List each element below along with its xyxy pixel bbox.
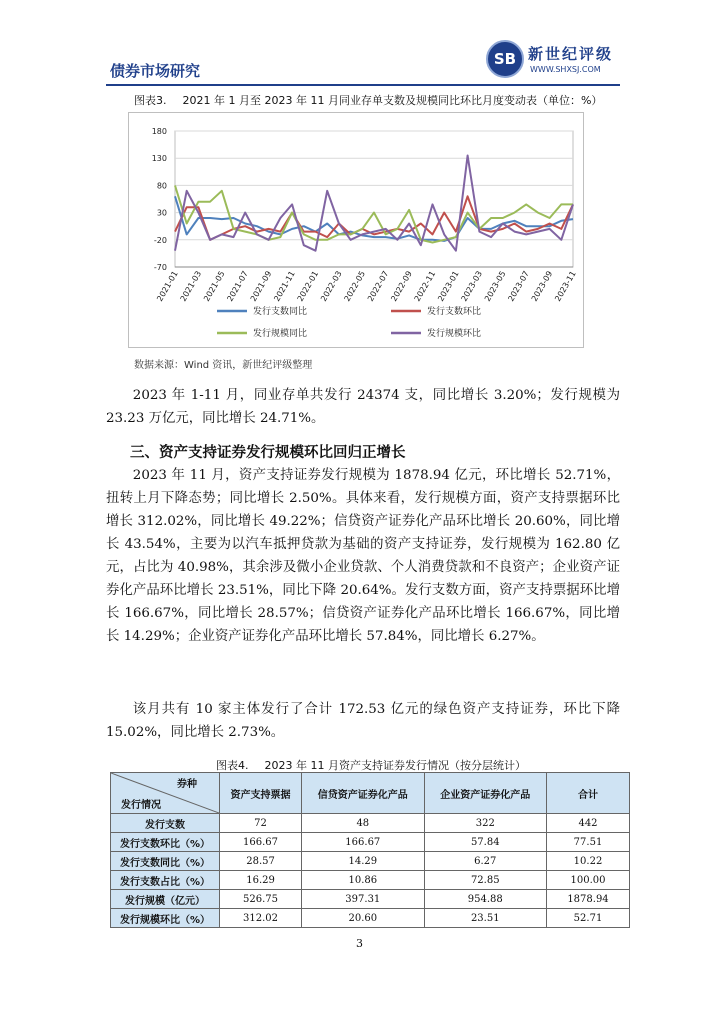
table-row	[111, 814, 630, 833]
table-cell: 166.67	[220, 833, 302, 852]
legend-label: 发行规模环比	[427, 329, 482, 339]
x-tick-label: 2021-07	[225, 269, 250, 303]
row-header: 发行支数	[111, 814, 220, 833]
row-header: 发行支数环比（%）	[111, 833, 220, 852]
table4-caption	[216, 757, 526, 773]
table4-label: 图表4.	[216, 759, 249, 772]
column-header: 合计	[547, 773, 630, 814]
table-cell: 100.00	[547, 871, 630, 890]
x-tick-label: 2021-11	[272, 269, 297, 303]
x-tick-label: 2022-05	[342, 269, 368, 303]
legend-label: 发行规模同比	[253, 329, 308, 339]
table-cell: 16.29	[220, 871, 302, 890]
column-header: 资产支持票据	[220, 773, 302, 814]
x-tick-label: 2022-11	[412, 269, 438, 303]
table-cell: 526.75	[220, 890, 302, 909]
table-row	[111, 833, 630, 852]
figure3-caption	[134, 92, 602, 108]
row-header: 发行支数同比（%）	[111, 852, 220, 871]
y-tick-label: 80	[156, 181, 167, 191]
table-cell: 14.29	[302, 852, 424, 871]
table-cell: 1878.94	[547, 890, 630, 909]
y-tick-label: -20	[153, 235, 167, 245]
table-corner-header	[111, 773, 220, 814]
table-cell: 954.88	[424, 890, 546, 909]
source-note: 数据来源：Wind 资讯，新世纪评级整理	[134, 360, 313, 371]
table-cell: 10.86	[302, 871, 424, 890]
table-cell: 442	[547, 814, 630, 833]
y-tick-label: 30	[156, 208, 167, 218]
x-tick-label: 2021-01	[155, 269, 180, 303]
table-cell: 10.22	[547, 852, 630, 871]
x-tick-label: 2021-09	[248, 269, 274, 303]
table-cell: 6.27	[424, 852, 546, 871]
figure3-label: 图表3.	[134, 94, 167, 107]
table-row	[111, 871, 630, 890]
table-cell: 52.71	[547, 909, 630, 928]
x-tick-label: 2023-09	[529, 269, 555, 303]
table-cell: 48	[302, 814, 424, 833]
row-header: 发行规模（亿元）	[111, 890, 220, 909]
y-tick-label: 180	[151, 127, 167, 136]
y-tick-label: 130	[151, 154, 167, 164]
x-tick-label: 2023-07	[506, 269, 531, 303]
line-chart-svg	[129, 113, 583, 347]
x-tick-label: 2023-03	[459, 269, 485, 303]
table-cell: 322	[424, 814, 546, 833]
x-tick-label: 2022-09	[389, 269, 414, 303]
plot-area	[175, 131, 573, 267]
x-tick-label: 2021-05	[202, 269, 227, 303]
x-tick-label: 2023-05	[482, 269, 508, 303]
section-heading-3: 三、资产支持证券发行规模环比回归正增长	[130, 445, 406, 461]
table-row	[111, 852, 630, 871]
x-tick-label: 2021-03	[178, 269, 204, 303]
abs-issuance-table	[110, 772, 630, 928]
logo-url: WWW.SHXSJ.COM	[530, 65, 601, 74]
table-cell: 166.67	[302, 833, 424, 852]
brand-logo	[486, 40, 620, 80]
logo-mark: SB	[486, 40, 524, 78]
paragraph-3: 该月共有 10 家主体发行了合计 172.53 亿元的绿色资产支持证券，环比下降 15.02%，同比增长 2.73%。	[106, 702, 620, 740]
legend-label: 发行支数环比	[427, 307, 482, 317]
table-cell: 72.85	[424, 871, 546, 890]
column-header: 信贷资产证券化产品	[302, 773, 424, 814]
x-tick-label: 2023-11	[553, 269, 578, 303]
table-cell: 28.57	[220, 852, 302, 871]
logo-name: 新世纪评级	[528, 45, 614, 63]
figure3-title: 2021 年 1 月至 2023 年 11 月同业存单支数及规模同比环比月度变动表（单位：%）	[182, 94, 603, 107]
row-header: 发行支数占比（%）	[111, 871, 220, 890]
table4-title: 2023 年 11 月资产支持证券发行情况（按分层统计）	[264, 759, 526, 772]
table-cell: 72	[220, 814, 302, 833]
legend-label: 发行支数同比	[253, 307, 308, 317]
row-header: 发行规模环比（%）	[111, 909, 220, 928]
table-row	[111, 890, 630, 909]
figure3-chart	[128, 112, 584, 348]
table-cell: 77.51	[547, 833, 630, 852]
table-row	[111, 909, 630, 928]
header-rule	[106, 84, 620, 86]
table-cell: 20.60	[302, 909, 424, 928]
table-cell: 397.31	[302, 890, 424, 909]
running-header-title: 债券市场研究	[110, 62, 201, 80]
paragraph-2: 2023 年 11 月，资产支持证券发行规模为 1878.94 亿元，环比增长 52.71%，扭转上月下降态势；同比增长 2.50%。具体来看，发行规模方面，资产支持票据环比增长 312.02%，同比增长 49.22%；信贷资产证券化产品环比增长 20.60%，同比增长 43.54%，主要为以汽车抵押贷款为基础的资产支持证券，发行规模为 162.80 亿元，占比为 40.98%，其余涉及微小企业贷款、个人消费贷款和不良资产；企业资产证券化产品环比增长 23.51%，同比下降 20.64%。发行支数方面，资产支持票据环比增长 166.67%，同比增长 28.57%；信贷资产证券化产品环比增长 166.67%，同比增长 14.29%；企业资产证券化产品环比增长 57.84%，同比增长 6.27%。	[106, 468, 620, 644]
paragraph-1: 2023 年 1-11 月，同业存单共发行 24374 支，同比增长 3.20%；发行规模为 23.23 万亿元，同比增长 24.71%。	[106, 388, 620, 426]
x-tick-label: 2022-01	[295, 269, 321, 303]
table-cell: 57.84	[424, 833, 546, 852]
x-tick-label: 2022-07	[365, 269, 391, 303]
x-tick-label: 2022-03	[319, 269, 344, 303]
column-header: 企业资产证券化产品	[424, 773, 546, 814]
table-cell: 312.02	[220, 909, 302, 928]
table-cell: 23.51	[424, 909, 546, 928]
y-tick-label: -70	[153, 263, 167, 272]
page-number: 3	[356, 937, 363, 950]
corner-bottom-label: 发行情况	[121, 800, 161, 811]
x-tick-label: 2023-01	[436, 269, 461, 303]
corner-top-label: 券种	[177, 779, 197, 790]
